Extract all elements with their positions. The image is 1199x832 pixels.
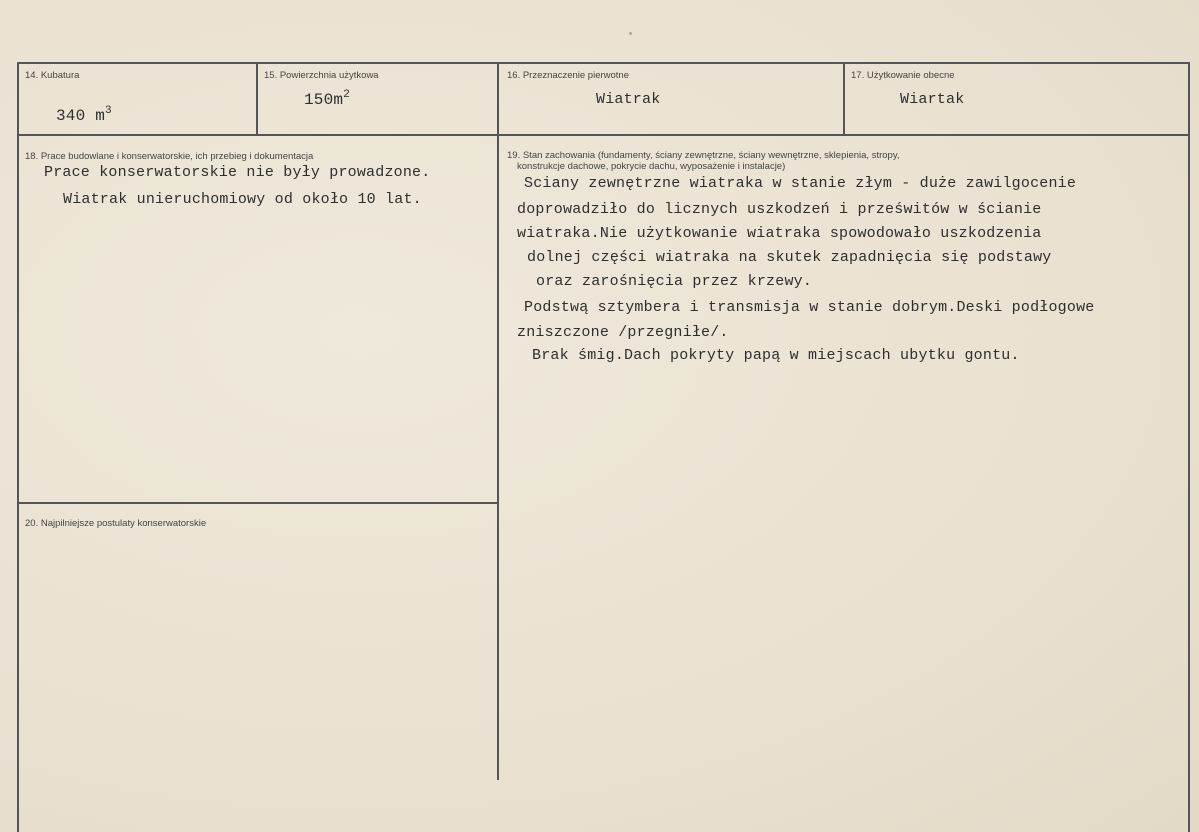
field-15-number: 150m (304, 91, 344, 109)
field-19-line-8: Brak śmig.Dach pokryty papą w miejscach ubytku gontu. (532, 347, 1020, 364)
field-19-line-5: oraz zarośnięcia przez krzewy. (536, 273, 813, 290)
left-column-divider-line (18, 502, 498, 504)
column-divider-1 (256, 62, 258, 134)
field-19-label (507, 150, 1007, 172)
field-15-label: 15. Powierzchnia użytkowa (264, 70, 379, 81)
field-19-line-7: zniszczone /przegniłe/. (517, 324, 729, 341)
field-14-label: 14. Kubatura (25, 70, 80, 81)
field-15-value (304, 89, 350, 109)
field-17-value: Wiartak (900, 91, 965, 108)
field-18-line-1: Prace konserwatorskie nie były prowadzone. (44, 164, 431, 181)
field-19-label-line-2: konstrukcje dachowe, pokrycie dachu, wyposażenie i instalacje) (517, 161, 786, 172)
field-16-value: Wiatrak (596, 91, 661, 108)
field-14-number: 340 (56, 107, 96, 125)
field-19-line-6: Podstwą sztymbera i transmisja w stanie dobrym.Deski podłogowe (524, 299, 1095, 316)
punch-dot (629, 32, 632, 35)
right-border-line (1188, 62, 1190, 832)
top-border-line (18, 62, 1190, 64)
field-14-value (56, 105, 112, 125)
field-14-exponent: 3 (105, 105, 112, 117)
field-18-label: 18. Prace budowlane i konserwatorskie, ich przebieg i dokumentacja (25, 151, 314, 162)
left-border-line (17, 62, 19, 832)
field-19-line-2: doprowadziło do licznych uszkodzeń i prześwitów w ścianie (517, 201, 1042, 218)
field-20-label: 20. Najpilniejsze postulaty konserwatorskie (25, 518, 207, 529)
field-19-label-line-1: 19. Stan zachowania (fundamenty, ściany zewnętrzne, ściany wewnętrzne, sklepienia, stropy, (507, 150, 900, 161)
row-divider-line (18, 134, 1190, 136)
field-19-line-4: dolnej części wiatraka na skutek zapadnięcia się podstawy (527, 249, 1052, 266)
field-14-unit: m (95, 107, 106, 125)
field-18-line-2: Wiatrak unieruchomiowy od około 10 lat. (63, 191, 422, 208)
field-17-label: 17. Użytkowanie obecne (851, 70, 955, 81)
field-16-label: 16. Przeznaczenie pierwotne (507, 70, 629, 81)
field-19-line-1: Sciany zewnętrzne wiatraka w stanie złym - duże zawilgocenie (524, 175, 1077, 192)
field-19-line-3: wiatraka.Nie użytkowanie wiatraka spowodowało uszkodzenia (517, 225, 1042, 242)
column-divider-3 (843, 62, 845, 134)
column-divider-2 (497, 62, 499, 780)
field-15-exponent: 2 (343, 89, 351, 101)
